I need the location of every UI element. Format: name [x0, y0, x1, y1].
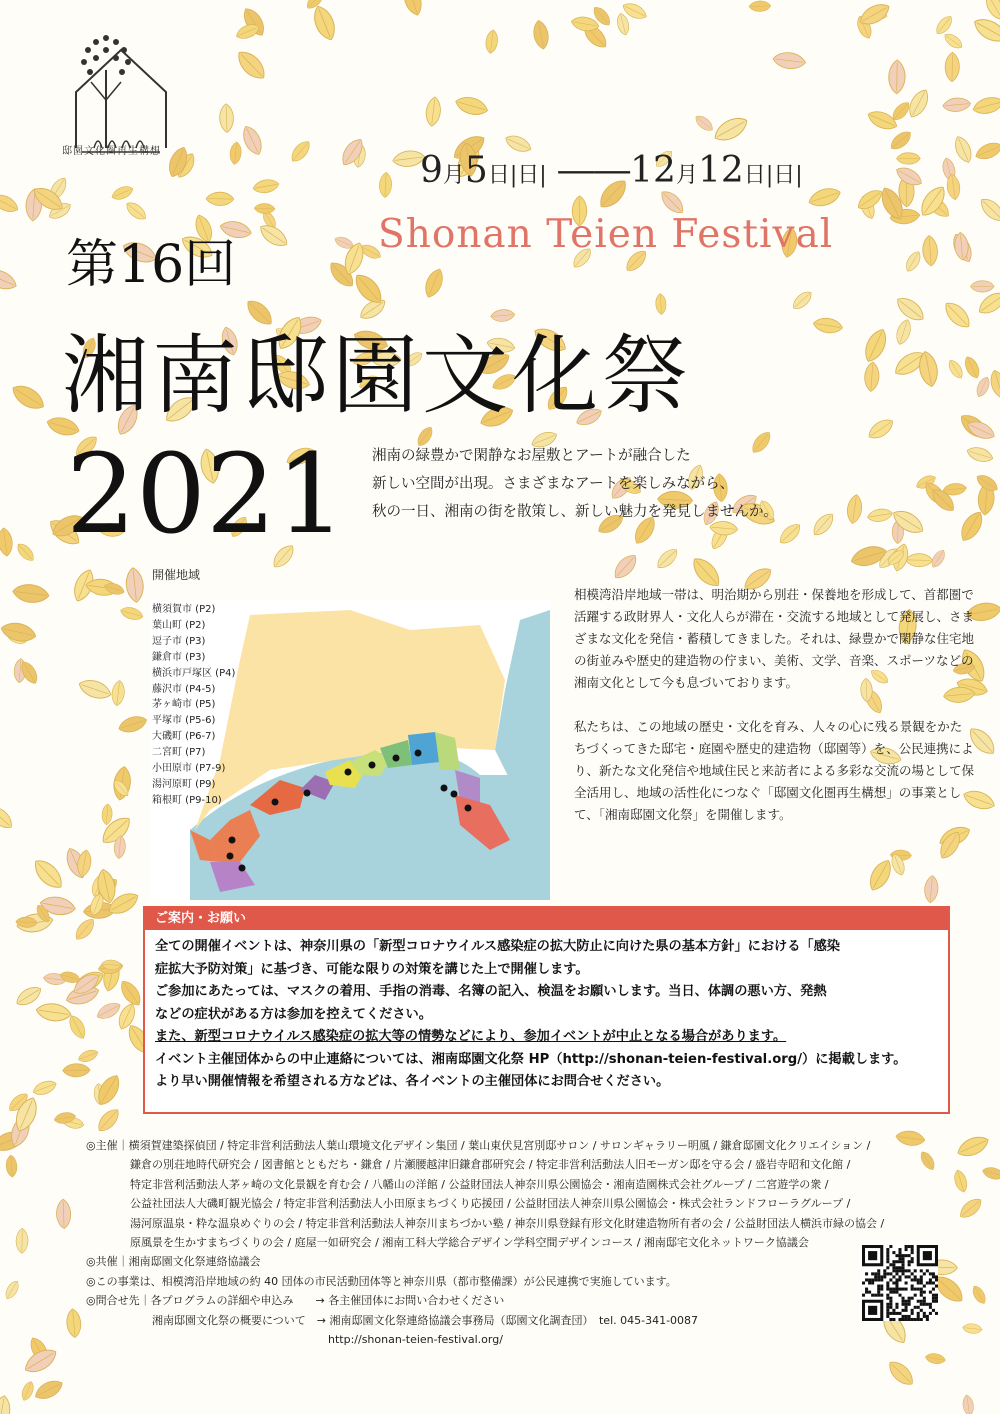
leaf	[0, 527, 14, 557]
municipality-item: 二宮町 (P7)	[152, 747, 206, 759]
leaf	[975, 288, 1000, 318]
leaf	[288, 138, 313, 165]
credits-line: 特定非営利活動法人茅ヶ崎の文化景観を育む会 / 八幡山の洋館 / 公益財団法人神奈川県公園協会・湘南造園株式会社グループ / 二宮遊学の衆 /	[86, 1177, 829, 1191]
leaf	[13, 983, 44, 1009]
leaf	[239, 123, 266, 157]
leaf	[962, 1394, 975, 1414]
leaf	[812, 316, 843, 335]
leaf	[110, 184, 135, 203]
municipality-item: 鎌倉市 (P3)	[152, 651, 206, 663]
notice-line: ご参加にあたっては、マスクの着用、手指の消毒、名簿の記入、検温をお願いします。当日、体調の悪い方、発熱	[155, 984, 827, 999]
credits-line: 湘南邸園文化祭の概要について → 湘南邸園文化祭連絡協議会事務局（邸園文化調査団） tel. 045-341-0087	[86, 1313, 699, 1327]
leaf	[77, 1048, 100, 1065]
municipality-item: 横須賀市 (P2)	[152, 604, 216, 615]
description-paragraph: 相模湾沿岸地域一帯は、明治期から別荘・保養地を形成して、首都圏で活躍する政財界人・文化人らが滞在・交流する地域として発展し、さまざまな文化を発信・蓄積してきました。それは、緑豊かで閑静な住宅地の街並みや歴史的建造物の佇まい、美術、文学、音楽、スポーツなどの湘南文化として今も息づいております。	[574, 587, 975, 690]
edition-number: 第16回	[66, 235, 237, 295]
intro-line: 湘南の緑豊かで閑静なお屋敷とアートが融合した	[372, 448, 691, 464]
leaf	[711, 113, 751, 146]
leaf	[219, 104, 234, 133]
leaf	[0, 620, 38, 644]
leaf	[952, 134, 975, 165]
leaf	[896, 153, 920, 165]
leaf	[30, 855, 67, 893]
description-paragraph: 私たちは、この地域の歴史・文化を育み、人々の心に残る景観をかたちづくってきた邸宅・庭園や歴史的建造物（邸園等）を、公民連携により、新たな文化発信や地域住民と来訪者による多彩な交流の場として保全活用し、地域の活性化につなぐ「邸園文化圏再生構想」の事業として、「湘南邸園文化祭」を開催します。	[574, 719, 975, 822]
municipality-item: 大磯町 (P6-7)	[152, 731, 216, 743]
leaf	[942, 97, 971, 113]
leaf	[905, 87, 932, 121]
credits-line: ◎共催｜湘南邸園文化祭連絡協議会	[86, 1255, 261, 1269]
leaf	[893, 293, 928, 325]
leaf	[206, 192, 234, 206]
leaf	[14, 541, 37, 564]
leaf	[125, 567, 145, 603]
leaf	[970, 281, 994, 293]
credits	[86, 1136, 986, 1349]
leaf	[454, 94, 490, 118]
start-month: 9	[420, 150, 443, 191]
logo-caption: 邸園文化圏再生構想	[62, 146, 161, 157]
leaf	[94, 999, 122, 1022]
municipality-item: 箱根町 (P9-10)	[152, 794, 222, 806]
leaf	[807, 185, 843, 210]
municipality-item: 茅ヶ崎市 (P5)	[152, 699, 216, 711]
credits-line: 原風景を生かすまちづくりの会 / 庭屋一如研究会 / 湘南工科大学総合デザイン学科空間デザインコース / 湘南邸宅文化ネットワーク協議会	[86, 1236, 809, 1250]
leaf	[401, 0, 425, 17]
leaf	[903, 249, 923, 274]
leaf	[35, 1002, 72, 1023]
municipality-item: 平塚市 (P5-6)	[152, 715, 216, 727]
leaf	[988, 368, 1000, 400]
leaf	[971, 14, 1000, 47]
notice-body	[145, 930, 948, 1100]
leaf	[865, 415, 896, 442]
municipality-item: 葉山町 (P2)	[152, 619, 206, 631]
leaf	[888, 128, 914, 153]
municipality-item: 小田原市 (P7-9)	[152, 763, 226, 775]
leaf	[772, 51, 806, 71]
leaf	[3, 1279, 22, 1301]
leaf	[310, 3, 339, 43]
leaf	[94, 1105, 122, 1134]
leaf	[610, 551, 640, 582]
leaf	[885, 1357, 917, 1389]
notice-heading: ご案内・お願い	[145, 908, 948, 930]
leaf	[0, 802, 16, 832]
leaf	[941, 298, 974, 332]
leaf	[77, 676, 114, 702]
leaf	[229, 141, 242, 165]
leaf	[422, 266, 447, 299]
house-tree-logo	[66, 30, 176, 158]
intro-line: 秋の一日、湘南の街を散策し、新しい魅力を発見しませんか。	[372, 504, 778, 520]
start-day: 5	[464, 150, 488, 191]
leaf	[72, 916, 98, 943]
leaf	[977, 195, 1000, 226]
credits-line: 公益社団法人大磯町観光協会 / 特定非営利活動法人小田原まちづくり応援団 / 公益財団法人神奈川県公園協会・株式会社ランドフローラグループ /	[86, 1197, 851, 1211]
leaf	[485, 29, 499, 54]
end-weekday: 日	[773, 163, 796, 188]
leaf	[957, 508, 987, 544]
municipality-item: 逗子市 (P3)	[152, 635, 206, 647]
region-label: 開催地域	[152, 568, 201, 582]
leaf	[425, 96, 443, 127]
leaf	[0, 1394, 12, 1414]
credits-line: ◎主催｜横須賀建築探偵団 / 特定非営利活動法人葉山環境文化デザイン集団 / 葉山東伏見宮別邸サロン / サロンギャラリー明風 / 鎌倉邸園文化クリエイション /	[86, 1139, 871, 1152]
leaf	[749, 1, 771, 12]
leaf	[971, 94, 1000, 116]
leaf	[9, 381, 48, 414]
leaf	[905, 553, 932, 567]
leaf	[615, 12, 631, 36]
leaf	[861, 326, 891, 365]
leaf	[119, 605, 144, 622]
notice-line: 症拡大予防対策」に基づき、可能な限りの対策を講じた上で開催します。	[155, 961, 589, 977]
leaf	[66, 1013, 89, 1041]
leaf	[965, 445, 994, 465]
leaf	[233, 47, 270, 84]
leaf	[942, 31, 965, 52]
credits-line: 鎌倉の別荘地時代研究会 / 図書館とともだち・鎌倉 / 片瀬腰越津旧鎌倉郡研究会 / 特定非営利活動法人旧モーガン邸を守る会 / 盛岩寺昭和文化館 /	[86, 1158, 851, 1172]
credits-line: ◎問合せ先｜各プログラムの詳細や申込み → 各主催団体にお問い合わせください	[86, 1294, 505, 1308]
leaf	[5, 1155, 17, 1178]
notice-line: より早い開催情報を希望される方などは、各イベントの主催団体にお問合せください。	[155, 1074, 670, 1089]
leaf	[254, 203, 275, 214]
leaf	[379, 172, 392, 198]
leaf	[66, 1308, 82, 1338]
leaf	[101, 804, 112, 826]
municipality-item: 藤沢市 (P4-5)	[152, 683, 216, 695]
leaf	[16, 1228, 28, 1253]
leaf	[894, 318, 914, 346]
end-day: 12	[697, 150, 744, 191]
municipality-item: 湯河原町 (P9)	[152, 778, 216, 790]
notice-line: イベント主催団体からの中止連絡については、湘南邸園文化祭 HP（http://shonan-teien-festival.org/）に掲載します。	[155, 1051, 907, 1067]
festival-title: 湘南邸園文化祭	[62, 326, 692, 426]
leaf	[924, 875, 940, 903]
description	[574, 584, 974, 848]
leaf	[693, 113, 716, 134]
festival-dates: 9月5日|日| ――12月12日|日|	[420, 150, 803, 191]
credits-line: 湯河原温泉・粋な温泉めぐりの会 / 特定非営利活動法人神奈川まちづかい塾 / 神奈川県登録有形文化財建造物所有者の会 / 公益財団法人横浜市緑の協会 /	[86, 1216, 885, 1230]
notice-line: などの症状がある方は参加を控えてください。	[155, 1006, 432, 1022]
notice-box	[143, 906, 950, 1114]
leaf	[252, 178, 280, 195]
leaf	[864, 362, 880, 392]
leaf	[974, 375, 992, 399]
leaf	[922, 235, 939, 266]
start-weekday: 日	[517, 163, 540, 188]
intro-text	[372, 442, 872, 526]
qr-code[interactable]	[862, 1245, 938, 1321]
end-month: 12	[630, 150, 676, 191]
leaf	[0, 265, 19, 293]
leaf	[32, 1377, 65, 1403]
leaf	[945, 52, 960, 82]
credits-line[interactable]: http://shonan-teien-festival.org/	[86, 1333, 503, 1347]
intro-line: 新しい空間が出現。さまざまなアートを楽しみながら、	[372, 476, 735, 492]
leaf	[63, 1063, 90, 1077]
leaf	[117, 713, 149, 735]
leaf	[889, 60, 906, 94]
municipality-item: 横浜市戸塚区 (P4)	[152, 667, 236, 679]
leaf	[31, 1078, 58, 1098]
leaf	[532, 19, 551, 50]
leaf	[56, 1199, 71, 1229]
notice-line: 全ての開催イベントは、神奈川県の「新型コロナウイルス感染症の拡大防止に向けた県の基本方針」における「感染	[155, 939, 840, 954]
leaf	[973, 139, 1000, 163]
leaf	[654, 545, 681, 571]
leaf	[933, 13, 955, 37]
leaf	[0, 191, 21, 216]
leaf	[12, 583, 50, 605]
festival-year: 2021	[66, 430, 346, 558]
notice-line: また、新型コロナウイルス感染症の拡大等の情勢などにより、参加イベントが中止となる場合があります。	[155, 1029, 787, 1044]
leaf	[962, 354, 982, 380]
leaf	[946, 358, 966, 381]
credits-line: ◎この事業は、相模湾沿岸地域の約 40 団体の市民活動団体等と神奈川県（都市整備課）が公民連携で実施しています。	[86, 1274, 677, 1288]
municipality-list	[152, 602, 235, 809]
leaf	[111, 680, 126, 707]
festival-english-name: Shonan Teien Festival	[378, 212, 834, 257]
leaf	[790, 288, 815, 312]
leaf	[925, 1352, 947, 1365]
leaf	[865, 857, 895, 894]
leaf	[123, 199, 149, 223]
leaf	[19, 1380, 36, 1402]
